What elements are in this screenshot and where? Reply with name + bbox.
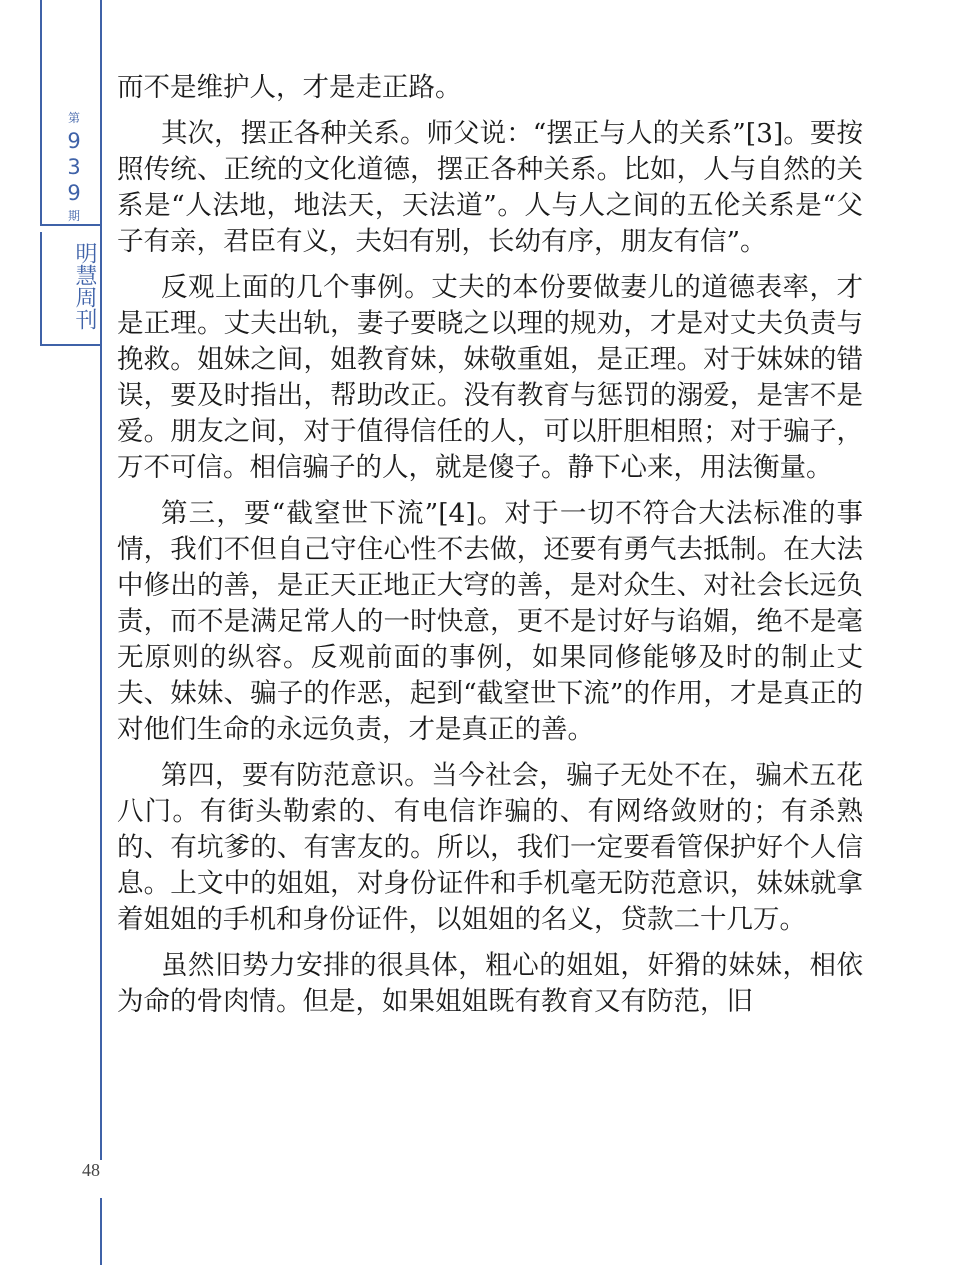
issue-digit: 3: [67, 155, 81, 179]
issue-digit: 9: [67, 129, 81, 153]
issue-prefix: 第: [67, 111, 80, 125]
page-number: 48: [82, 1160, 100, 1180]
paragraph: 其次，摆正各种关系。师父说：“摆正与人的关系”[3]。要按照传统、正统的文化道德，摆正各种关系。比如，人与自然的关系是“人法地，地法天，天法道”。人与人之间的五伦关系是“父子有亲，君臣有义，夫妇有别，长幼有序，朋友有信”。: [117, 118, 863, 257]
paragraph: 第四，要有防范意识。当今社会，骗子无处不在，骗术五花八门。有街头勒索的、有电信诈骗的、有网络敛财的；有杀熟的、有坑爹的、有害友的。所以，我们一定要看管保护好个人信息。上文中的姐姐，对身份证件和手机毫无防范意识，妹妹就拿着姐姐的手机和身份证件，以姐姐的名义，贷款二十几万。: [117, 760, 863, 935]
article-body: [117, 70, 863, 1030]
paragraph: 而不是维护人，才是走正路。: [117, 72, 462, 103]
paragraph: 反观上面的几个事例。丈夫的本份要做妻儿的道德表率，才是正理。丈夫出轨，妻子要晓之以理的规劝，才是对丈夫负责与挽救。姐妹之间，姐教育妹，妹敬重姐，是正理。对于妹妹的错误，要及时指出，帮助改正。没有教育与惩罚的溺爱，是害不是爱。朋友之间，对于值得信任的人，可以肝胆相照；对于骗子，万不可信。相信骗子的人，就是傻子。静下心来，用法衡量。: [117, 272, 863, 483]
magazine-title: 明慧周刊: [72, 242, 97, 330]
issue-digit: 9: [67, 181, 81, 205]
issue-suffix: 期: [67, 209, 80, 223]
paragraph: 虽然旧势力安排的很具体，粗心的姐姐，奸猾的妹妹，相依为命的骨肉情。但是，如果姐姐既有教育又有防范，旧: [117, 950, 863, 1017]
magazine-marker: [40, 232, 101, 346]
issue-marker: [40, 0, 101, 226]
margin-rule-lower: [100, 1198, 102, 1265]
paragraph: 第三，要“截窒世下流”[4]。对于一切不符合大法标准的事情，我们不但自己守住心性不去做，还要有勇气去抵制。在大法中修出的善，是正天正地正大穹的善，是对众生、对社会长远负责，而不是满足常人的一时快意，更不是讨好与谄媚，绝不是毫无原则的纵容。反观前面的事例，如果同修能够及时的制止丈夫、妹妹、骗子的作恶，起到“截窒世下流”的作用，才是真正的对他们生命的永远负责，才是真正的善。: [117, 498, 863, 745]
